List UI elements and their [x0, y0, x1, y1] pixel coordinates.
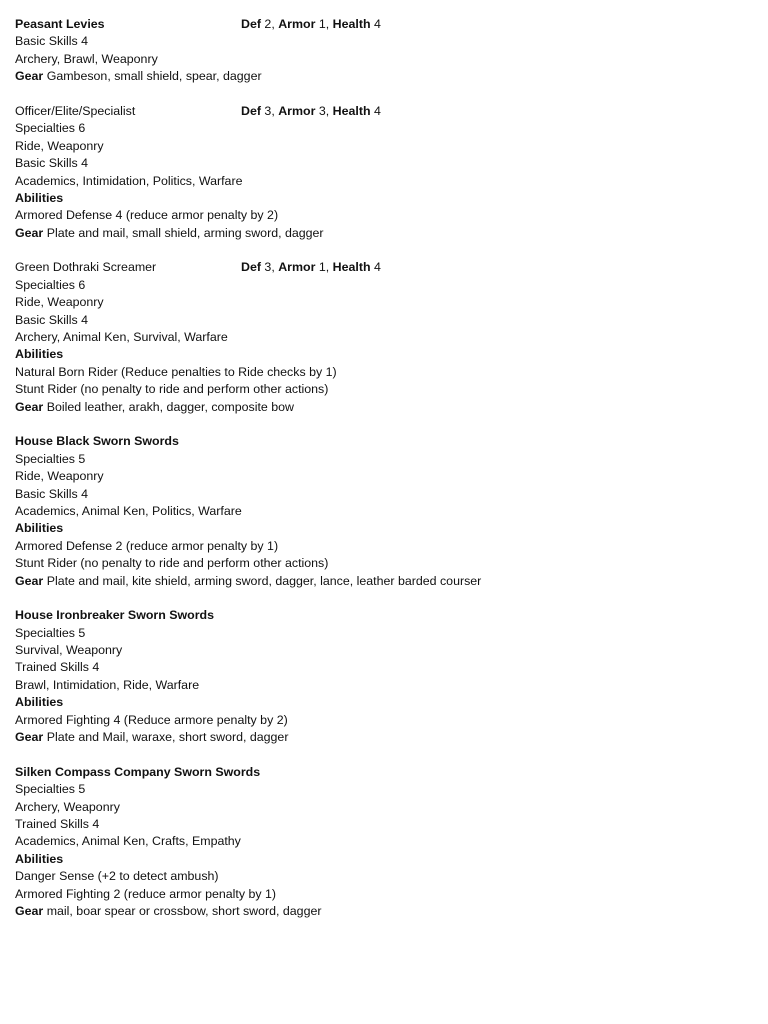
gear-label: Gear [15, 573, 44, 588]
gear-line [15, 399, 755, 416]
unit-stats: Def 2, Armor 1, Health 4 [241, 17, 381, 31]
gear-text: Plate and mail, small shield, arming sword, dagger [46, 225, 324, 240]
health-value: 4 [373, 103, 381, 118]
unit-line: Specialties 6 [15, 121, 86, 136]
unit-line: Academics, Animal Ken, Politics, Warfare [15, 503, 242, 518]
unit-name: Green Dothraki Screamer [15, 260, 157, 275]
health-label: Health [332, 103, 371, 118]
unit-line: Specialties 6 [15, 277, 86, 292]
unit-name: House Black Sworn Swords [15, 434, 179, 449]
unit-header [15, 16, 755, 33]
unit-line: Trained Skills 4 [15, 660, 100, 675]
unit-header [15, 103, 755, 120]
armor-label: Armor [278, 103, 316, 118]
gear-text: Plate and mail, kite shield, arming sword, dagger, lance, leather barded courser [46, 573, 482, 588]
abilities-heading: Abilities [15, 521, 64, 536]
gear-line [15, 68, 755, 85]
armor-value: 3 [318, 103, 326, 118]
unit-header [15, 764, 755, 781]
def-value: 2 [264, 17, 272, 31]
unit-line: Armored Fighting 4 (Reduce armore penalty by 2) [15, 712, 288, 727]
unit-line: Basic Skills 4 [15, 34, 88, 49]
gear-label: Gear [15, 69, 44, 84]
gear-line [15, 729, 755, 746]
unit-line: Survival, Weaponry [15, 643, 123, 658]
def-value: 3 [264, 260, 272, 275]
unit-line: Archery, Weaponry [15, 799, 120, 814]
gear-label: Gear [15, 903, 44, 918]
gear-text: Gambeson, small shield, spear, dagger [46, 69, 262, 84]
unit-line: Ride, Weaponry [15, 138, 104, 153]
gear-text: mail, boar spear or crossbow, short sword, dagger [46, 903, 322, 918]
abilities-heading: Abilities [15, 851, 64, 866]
abilities-heading: Abilities [15, 695, 64, 710]
unit-line: Armored Defense 2 (reduce armor penalty by 1) [15, 538, 279, 553]
gear-text: Boiled leather, arakh, dagger, composite bow [46, 399, 294, 414]
unit-line: Basic Skills 4 [15, 156, 88, 171]
unit-block-house-black-sworn-swords [15, 433, 755, 590]
unit-header [15, 259, 755, 276]
unit-line: Specialties 5 [15, 782, 86, 797]
unit-block-green-dothraki-screamer [15, 259, 755, 416]
unit-block-officer-elite-specialist [15, 103, 755, 242]
gear-line [15, 903, 755, 920]
def-label: Def [241, 17, 261, 31]
unit-line: Danger Sense (+2 to detect ambush) [15, 869, 219, 884]
unit-line: Armored Fighting 2 (reduce armor penalty by 1) [15, 886, 277, 901]
unit-line: Stunt Rider (no penalty to ride and perform other actions) [15, 556, 329, 571]
unit-line: Academics, Intimidation, Politics, Warfare [15, 173, 243, 188]
armor-label: Armor [278, 17, 316, 31]
unit-line: Basic Skills 4 [15, 486, 88, 501]
unit-line: Basic Skills 4 [15, 312, 88, 327]
abilities-heading: Abilities [15, 190, 64, 205]
unit-line: Natural Born Rider (Reduce penalties to Ride checks by 1) [15, 364, 337, 379]
armor-value: 1 [318, 17, 326, 31]
unit-block-silken-compass-company-sworn-swords [15, 764, 755, 921]
abilities-heading: Abilities [15, 347, 64, 362]
gear-line [15, 573, 755, 590]
unit-stats: Def 3, Armor 1, Health 4 [241, 260, 381, 275]
gear-line [15, 225, 755, 242]
gear-label: Gear [15, 399, 44, 414]
unit-line: Stunt Rider (no penalty to ride and perform other actions) [15, 382, 329, 397]
health-value: 4 [373, 260, 381, 275]
unit-name: Peasant Levies [15, 17, 105, 31]
gear-label: Gear [15, 730, 44, 745]
gear-text: Plate and Mail, waraxe, short sword, dagger [46, 730, 289, 745]
unit-line: Academics, Animal Ken, Crafts, Empathy [15, 834, 241, 849]
unit-line: Archery, Brawl, Weaponry [15, 51, 158, 66]
health-value: 4 [373, 17, 381, 31]
unit-block-peasant-levies [15, 16, 755, 86]
unit-line: Trained Skills 4 [15, 816, 100, 831]
unit-name: Officer/Elite/Specialist [15, 103, 136, 118]
def-value: 3 [264, 103, 272, 118]
unit-name: House Ironbreaker Sworn Swords [15, 608, 214, 623]
armor-value: 1 [318, 260, 326, 275]
def-label: Def [241, 260, 261, 275]
unit-line: Archery, Animal Ken, Survival, Warfare [15, 330, 228, 345]
unit-name: Silken Compass Company Sworn Swords [15, 764, 261, 779]
unit-header [15, 433, 755, 450]
armor-label: Armor [278, 260, 316, 275]
unit-line: Ride, Weaponry [15, 295, 104, 310]
unit-line: Specialties 5 [15, 625, 86, 640]
unit-line: Ride, Weaponry [15, 469, 104, 484]
health-label: Health [332, 260, 371, 275]
unit-line: Armored Defense 4 (reduce armor penalty by 2) [15, 208, 279, 223]
gear-label: Gear [15, 225, 44, 240]
unit-block-house-ironbreaker-sworn-swords [15, 607, 755, 746]
unit-line: Specialties 5 [15, 451, 86, 466]
health-label: Health [332, 17, 371, 31]
def-label: Def [241, 103, 261, 118]
unit-stats: Def 3, Armor 3, Health 4 [241, 103, 381, 118]
unit-line: Brawl, Intimidation, Ride, Warfare [15, 677, 200, 692]
document-page [15, 16, 755, 938]
unit-header [15, 607, 755, 624]
